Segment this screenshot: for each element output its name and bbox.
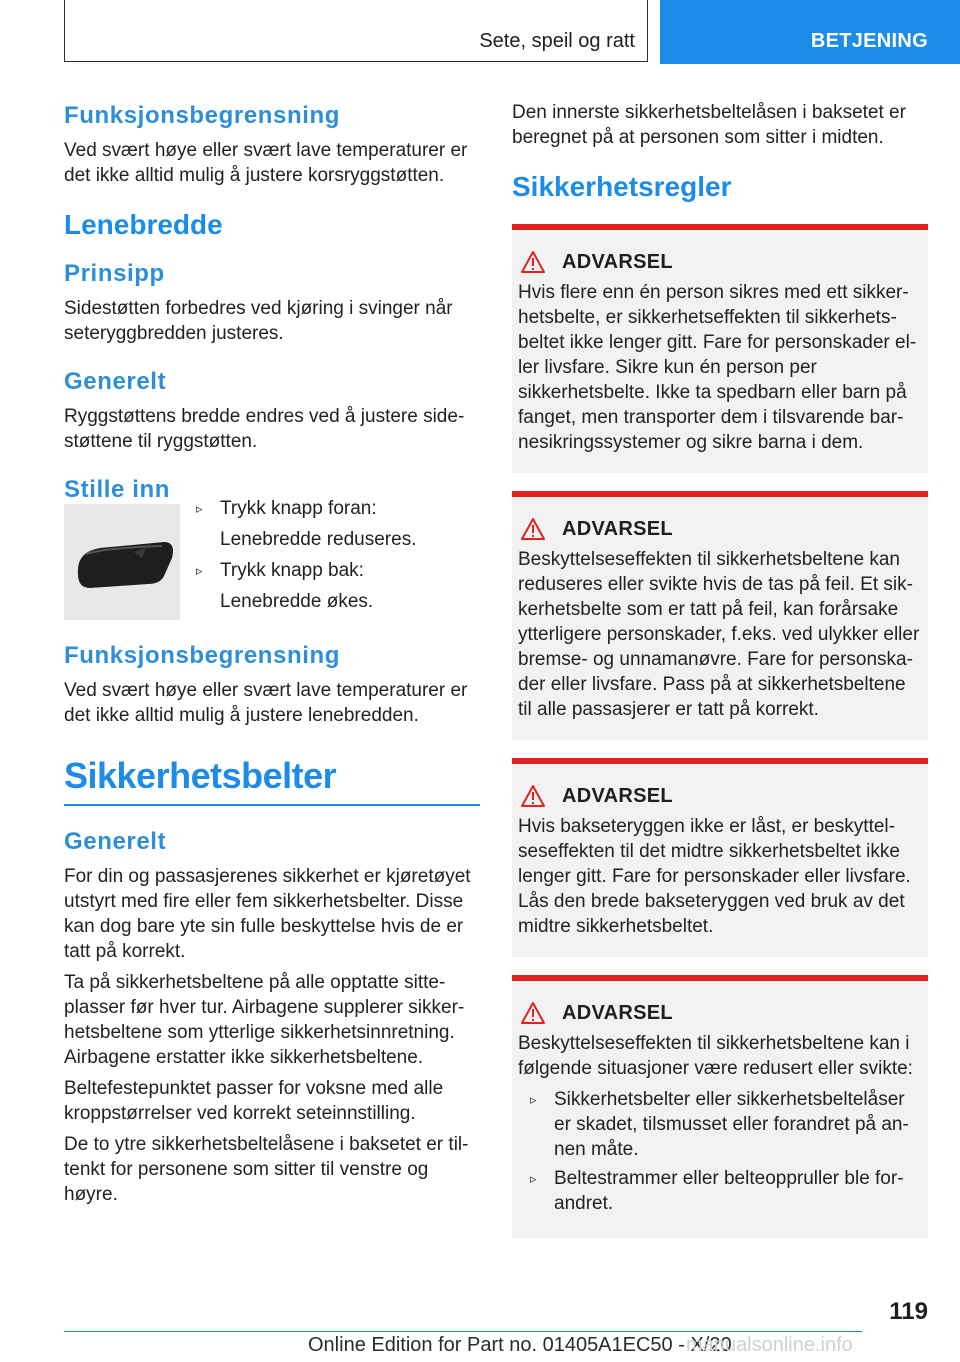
seat-width-heading: Lenebredde bbox=[64, 209, 223, 240]
chapter-tab bbox=[660, 0, 960, 64]
setup-result: Lenebredde økes. bbox=[220, 591, 374, 612]
setup-section bbox=[64, 474, 480, 614]
warning-header bbox=[518, 784, 922, 808]
warning-header bbox=[518, 1001, 922, 1025]
warning-label: ADVARSEL bbox=[562, 250, 673, 273]
edition-text: Online Edition for Part no. 01405A1EC50 - X/20 bbox=[308, 1334, 732, 1356]
warning-header bbox=[518, 250, 922, 274]
safety-rules-heading: Sikkerhetsregler bbox=[512, 171, 732, 202]
list-item-text: Beltestrammer eller belteoppruller ble forandret. bbox=[554, 1168, 904, 1214]
right-column bbox=[512, 100, 928, 1256]
warning-triangle-icon bbox=[520, 517, 546, 541]
triangle-right-outline-icon: ▹ bbox=[530, 1092, 537, 1107]
width-limit-heading: Funksjonsbegrensning bbox=[64, 642, 341, 669]
lumbar-width-button-icon bbox=[64, 504, 180, 620]
setup-action: Trykk knapp bak: bbox=[220, 560, 364, 581]
warning-label: ADVARSEL bbox=[562, 1001, 673, 1024]
setup-item-front bbox=[196, 496, 480, 552]
warning-text: Beskyttelseseffekten til sikkerhetsbeltene kan reduseres eller svikte hvis de tas på feil. Et sikkerhetsbelte som er tatt på feil, kan forårsake ytterligere personskader, f.eks. ved ulykker eller bremse- og unnamanøvre. Fare for personskader eller livsfare. Pass på at sikkerhetsbeltene til alle passasjerer er tatt på korrekt. bbox=[518, 549, 920, 720]
warning-triangle-icon bbox=[520, 250, 546, 274]
warning-list bbox=[518, 1087, 922, 1216]
warning-box bbox=[512, 975, 928, 1238]
center-buckle-text: Den innerste sikkerhetsbeltelåsen i baksetet er beregnet på at personen som sitter i midten. bbox=[512, 102, 906, 148]
section-title: Sete, speil og ratt bbox=[479, 30, 635, 52]
list-item bbox=[518, 1166, 922, 1216]
lumbar-width-button-photo bbox=[64, 504, 180, 620]
width-limit-text: Ved svært høye eller svært lave temperaturer er det ikke alltid mulig å justere lenebredden. bbox=[64, 680, 468, 726]
list-item bbox=[518, 1087, 922, 1162]
watermark-text: manualsonline.info bbox=[686, 1334, 853, 1356]
setup-action: Trykk knapp foran: bbox=[220, 498, 377, 519]
triangle-right-outline-icon: ▹ bbox=[530, 1171, 537, 1186]
warning-box bbox=[512, 491, 928, 740]
footer-rule bbox=[64, 1331, 862, 1332]
belts-paragraph: Ta på sikkerhetsbeltene på alle opptatte sitteplasser før hver tur. Airbagene supplerer sikkerhetsbeltene som ytterlige sikkerhetsinnretning. Airbagene erstatter ikke sikkerhetsbeltene. bbox=[64, 972, 465, 1068]
warning-label: ADVARSEL bbox=[562, 784, 673, 807]
warning-box bbox=[512, 758, 928, 957]
lumbar-limit-heading: Funksjonsbegrensning bbox=[64, 102, 341, 129]
page-number: 119 bbox=[889, 1298, 928, 1325]
warning-triangle-icon bbox=[520, 1001, 546, 1025]
page-header bbox=[64, 0, 960, 64]
warning-text: Hvis flere enn én person sikres med ett sikkerhetsbelte, er sikkerhetseffekten til sikkerhetsbeltet ikke lenger gitt. Fare for personskader eller livsfare. Sikre kun én person per sikkerhetsbelte. Ikke ta spedbarn eller barn på fanget, men transporter dem i tilsvarende barnesikringssystemer og sikre barna i dem. bbox=[518, 282, 917, 453]
setup-heading: Stille inn bbox=[64, 476, 171, 503]
warning-text: Hvis bakseteryggen ikke er låst, er beskyttelseseffekten til det midtre sikkerhetsbeltet ikke lenger gitt. Fare for personskader eller livsfare. Lås den brede bakseteryggen ved bruk av det midtre sikkerhetsbeltet. bbox=[518, 816, 911, 937]
warning-box bbox=[512, 224, 928, 473]
triangle-right-outline-icon: ▹ bbox=[196, 563, 203, 578]
list-item-text: Sikkerhetsbelter eller sikkerhetsbeltelåser er skadet, tilsmusset eller forandret på annen måte. bbox=[554, 1089, 909, 1160]
lumbar-limit-text: Ved svært høye eller svært lave temperaturer er det ikke alltid mulig å justere korsryggstøtten. bbox=[64, 140, 468, 186]
belts-general-heading: Generelt bbox=[64, 828, 167, 855]
general-heading: Generelt bbox=[64, 368, 167, 395]
warning-header bbox=[518, 517, 922, 541]
principle-text: Sidestøtten forbedres ved kjøring i svinger når seteryggbredden justeres. bbox=[64, 298, 453, 344]
setup-list bbox=[196, 496, 480, 620]
warning-triangle-icon bbox=[520, 784, 546, 808]
belts-paragraph: For din og passasjerenes sikkerhet er kjøretøyet utstyrt med fire eller fem sikkerhetsbelter. Disse kan dog bare yte sin fulle beskyttelse hvis de er tatt på korrekt. bbox=[64, 866, 471, 962]
seat-belts-title: Sikkerhetsbelter bbox=[64, 755, 337, 796]
setup-result: Lenebredde reduseres. bbox=[220, 529, 417, 550]
triangle-right-outline-icon: ▹ bbox=[196, 501, 203, 516]
belts-paragraph: Beltefestepunktet passer for voksne med alle kroppstørrelser ved korrekt seteinnstilling. bbox=[64, 1078, 444, 1124]
general-text: Ryggstøttens bredde endres ved å justere sidestøttene til ryggstøtten. bbox=[64, 406, 465, 452]
warning-text: Beskyttelseseffekten til sikkerhetsbeltene kan i følgende situasjoner være redusert eller svikte: bbox=[518, 1033, 913, 1079]
warning-label: ADVARSEL bbox=[562, 517, 673, 540]
principle-heading: Prinsipp bbox=[64, 260, 165, 287]
setup-item-back bbox=[196, 558, 480, 614]
left-column bbox=[64, 100, 480, 1207]
section-tab bbox=[64, 0, 648, 62]
chapter-title: BETJENING bbox=[810, 30, 928, 52]
belts-paragraph: De to ytre sikkerhetsbeltelåsene i baksetet er tiltenkt for personene som sitter til venstre og høyre. bbox=[64, 1134, 469, 1205]
